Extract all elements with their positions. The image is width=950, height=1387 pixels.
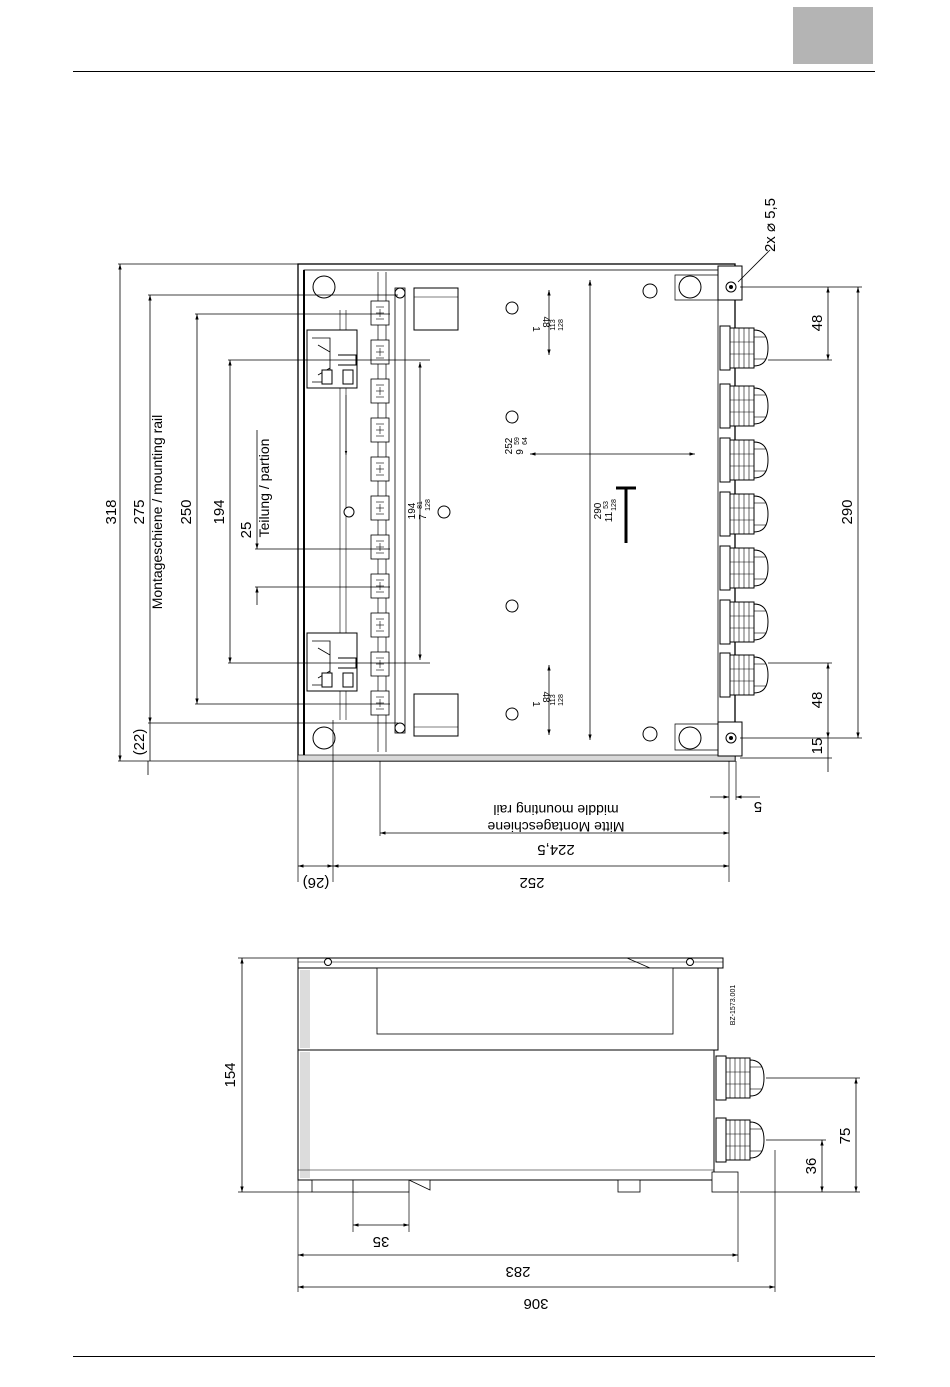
inner-dim-252-frac-num: 59 xyxy=(514,437,521,445)
inner-dim-290-sub: 11 xyxy=(604,511,615,523)
dim-25: 25 xyxy=(238,521,255,539)
dim-5: 5 xyxy=(753,798,763,815)
dim-35: 35 xyxy=(372,1233,390,1250)
end-clamp-top xyxy=(307,330,357,388)
inner-dim-48-top-frac-den: 128 xyxy=(558,319,565,331)
inner-dim-48-bottom-frac-num: 113 xyxy=(550,694,557,706)
dim-15: 15 xyxy=(809,737,826,755)
end-clamp-bottom xyxy=(307,633,357,691)
inner-dim-194-sub: 7 xyxy=(418,514,429,520)
side-view xyxy=(222,958,860,1312)
inner-dim-48-bottom: 48 xyxy=(540,691,551,703)
inner-dim-194-frac-num: 81 xyxy=(417,501,424,509)
inner-dim-252-sub: 9 xyxy=(515,449,526,455)
dim-194: 194 xyxy=(211,499,228,525)
rail-label: Montageschiene / mounting rail xyxy=(149,414,165,610)
top-view xyxy=(103,198,862,891)
inner-dim-252: 252 xyxy=(504,437,515,455)
dim-306: 306 xyxy=(523,1295,549,1312)
inner-dim-252-frac-den: 64 xyxy=(522,437,529,445)
dim-224-5: 224,5 xyxy=(537,841,575,858)
inner-dim-48-top-frac-num: 113 xyxy=(550,319,557,331)
dim-275: 275 xyxy=(131,499,148,525)
inner-dim-48-top: 48 xyxy=(540,316,551,328)
middle-rail-de: Mitte Montageschiene xyxy=(487,819,625,835)
terminal-row xyxy=(371,301,389,715)
dim-22: (22) xyxy=(131,728,148,756)
dim-250: 250 xyxy=(178,499,195,525)
dim-290: 290 xyxy=(839,499,856,525)
mounting-hole-label: 2x ⌀ 5,5 xyxy=(762,197,779,253)
enclosure-outline xyxy=(298,264,735,761)
dim-26: (26) xyxy=(302,874,330,891)
dim-48-top: 48 xyxy=(809,314,826,332)
pitch-label: Teilung / partion xyxy=(256,438,272,538)
dim-75: 75 xyxy=(837,1127,854,1145)
middle-rail-en: middle mounting rail xyxy=(493,802,619,818)
dim-252: 252 xyxy=(519,874,545,891)
inner-dim-290: 290 xyxy=(593,502,604,520)
dim-48-bottom: 48 xyxy=(809,691,826,709)
dim-318: 318 xyxy=(103,499,120,525)
inner-dim-194-frac-den: 128 xyxy=(425,499,432,511)
inner-dim-290-frac-den: 128 xyxy=(611,499,618,511)
drawing-id: BZ-1573.001 xyxy=(730,984,737,1026)
dim-36: 36 xyxy=(803,1157,820,1175)
inner-dim-48-top-sub: 1 xyxy=(530,326,541,332)
inner-dim-48-bottom-sub: 1 xyxy=(530,701,541,707)
dim-154: 154 xyxy=(222,1062,239,1088)
inner-dim-290-frac-num: 53 xyxy=(603,501,610,509)
inner-dim-48-bottom-frac-den: 128 xyxy=(558,694,565,706)
dim-283: 283 xyxy=(505,1263,531,1280)
inner-dim-194: 194 xyxy=(407,502,418,520)
